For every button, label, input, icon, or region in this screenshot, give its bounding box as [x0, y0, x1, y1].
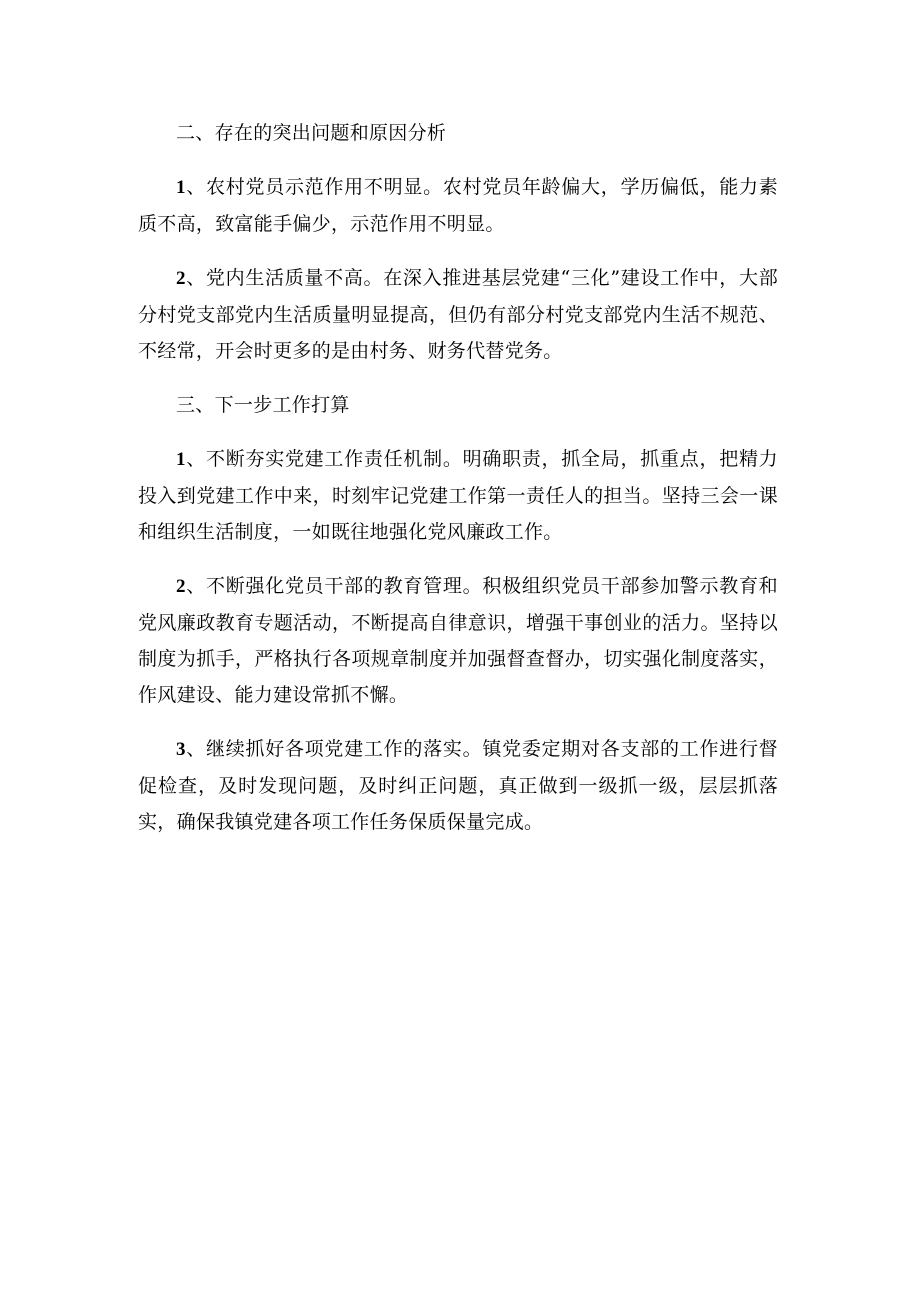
item-text: 、党内生活质量不高。在深入推进基层党建“三化”建设工作中，大部分村党支部党内生活质量明显提高，但仍有部分村党支部党内生活不规范、不经常，开会时更多的是由村务、财务代替党务。 [138, 267, 778, 362]
plan-item-3 [138, 731, 778, 840]
item-number: 2 [176, 576, 186, 597]
item-text: 、继续抓好各项党建工作的落实。镇党委定期对各支部的工作进行督促检查，及时发现问题，及时纠正问题，真正做到一级抓一级，层层抓落实，确保我镇党建各项工作任务保质保量完成。 [138, 738, 778, 833]
problem-item-1 [138, 169, 778, 242]
item-text: 、农村党员示范作用不明显。农村党员年龄偏大，学历偏低，能力素质不高，致富能手偏少，示范作用不明显。 [138, 176, 778, 235]
item-number: 1 [176, 177, 186, 198]
problem-item-2 [138, 260, 778, 369]
item-number: 1 [176, 449, 186, 470]
item-number: 2 [176, 268, 186, 289]
plan-item-2 [138, 568, 778, 713]
document-body [138, 115, 778, 858]
item-number: 3 [176, 739, 186, 760]
item-text: 、不断夯实党建工作责任机制。明确职责，抓全局，抓重点，把精力投入到党建工作中来，时刻牢记党建工作第一责任人的担当。坚持三会一课和组织生活制度，一如既往地强化党风廉政工作。 [138, 448, 778, 543]
section-heading-problems: 二、存在的突出问题和原因分析 [176, 122, 447, 144]
section-heading-next-steps: 三、下一步工作打算 [176, 394, 350, 416]
plan-item-1 [138, 441, 778, 550]
item-text: 、不断强化党员干部的教育管理。积极组织党员干部参加警示教育和党风廉政教育专题活动，不断提高自律意识，增强干事创业的活力。坚持以制度为抓手，严格执行各项规章制度并加强督查督办，切实强化制度落实，作风建设、能力建设常抓不懈。 [138, 575, 778, 706]
